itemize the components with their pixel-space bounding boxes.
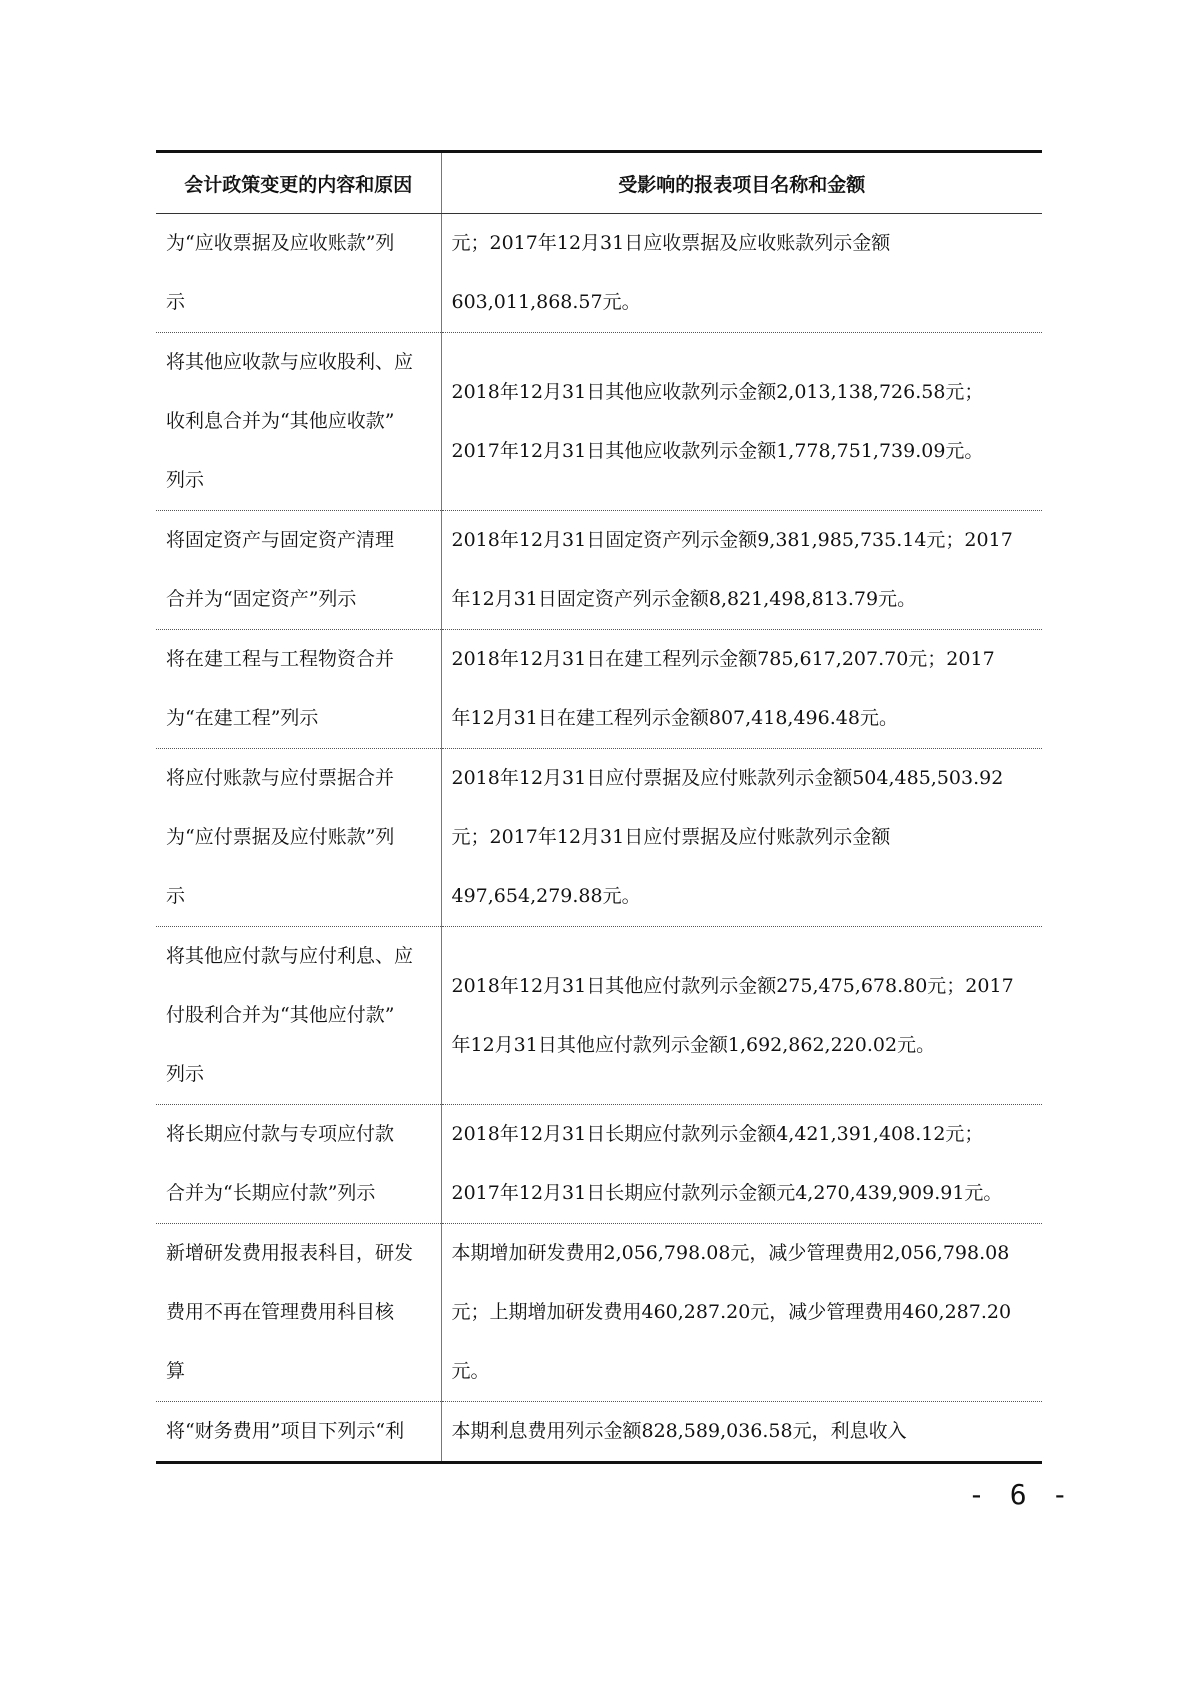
row-impact-cell: 2018年12月31日固定资产列示金额9,381,985,735.14元；2017 年12月31日固定资产列示金额8,821,498,813.79元。 [441,511,1042,630]
row-impact-cell: 本期利息费用列示金额828,589,036.58元，利息收入 [451,1420,907,1442]
table-row [156,214,1042,333]
row-impact-cell: 2018年12月31日长期应付款列示金额4,421,391,408.12元； 2017年12月31日长期应付款列示金额元4,270,439,909.91元。 [441,1105,1042,1224]
row-impact-cell: 2018年12月31日应付票据及应付账款列示金额504,485,503.92 元；2017年12月31日应付票据及应付账款列示金额 497,654,279.88元。 [441,749,1042,927]
table-row [156,1402,1042,1463]
table-header-row [156,152,1042,214]
table-row [156,333,1042,511]
table-row [156,630,1042,749]
row-impact-cell: 本期增加研发费用2,056,798.08元，减少管理费用2,056,798.08 元；上期增加研发费用460,287.20元，减少管理费用460,287.20 元。 [441,1224,1042,1402]
column-header-impact: 受影响的报表项目名称和金额 [441,152,1042,214]
row-impact-cell: 2018年12月31日在建工程列示金额785,617,207.70元；2017 年12月31日在建工程列示金额807,418,496.48元。 [441,630,1042,749]
policy-change-table [156,150,1042,1464]
row-content-cell: 将长期应付款与专项应付款 合并为“长期应付款”列示 [156,1105,441,1224]
table-row [156,749,1042,927]
row-content-cell: 新增研发费用报表科目，研发 费用不再在管理费用科目核 算 [156,1224,441,1402]
row-content-cell: 将应付账款与应付票据合并 为“应付票据及应付账款”列 示 [156,749,441,927]
row-content-cell: 将在建工程与工程物资合并 为“在建工程”列示 [156,630,441,749]
row-impact-cell: 元；2017年12月31日应收票据及应收账款列示金额 603,011,868.57元。 [441,214,1042,333]
column-header-content: 会计政策变更的内容和原因 [156,152,441,214]
row-content-cell: 为“应收票据及应收账款”列 示 [156,214,441,333]
row-content-cell: 将其他应收款与应收股利、应 收利息合并为“其他应收款” 列示 [156,333,441,511]
row-impact-cell: 2018年12月31日其他应收款列示金额2,013,138,726.58元； 2017年12月31日其他应收款列示金额1,778,751,739.09元。 [441,333,1042,511]
page-number: - 6 - [968,1478,1073,1511]
row-content-cell: 将“财务费用”项目下列示“利 [156,1402,441,1463]
row-content-cell: 将其他应付款与应付利息、应 付股利合并为“其他应付款” 列示 [156,927,441,1105]
table-row [156,511,1042,630]
row-content-cell: 将固定资产与固定资产清理 合并为“固定资产”列示 [156,511,441,630]
table-row [156,1105,1042,1224]
table-row [156,927,1042,1105]
table-row [156,1224,1042,1402]
row-impact-cell: 2018年12月31日其他应付款列示金额275,475,678.80元；2017 年12月31日其他应付款列示金额1,692,862,220.02元。 [441,927,1042,1105]
